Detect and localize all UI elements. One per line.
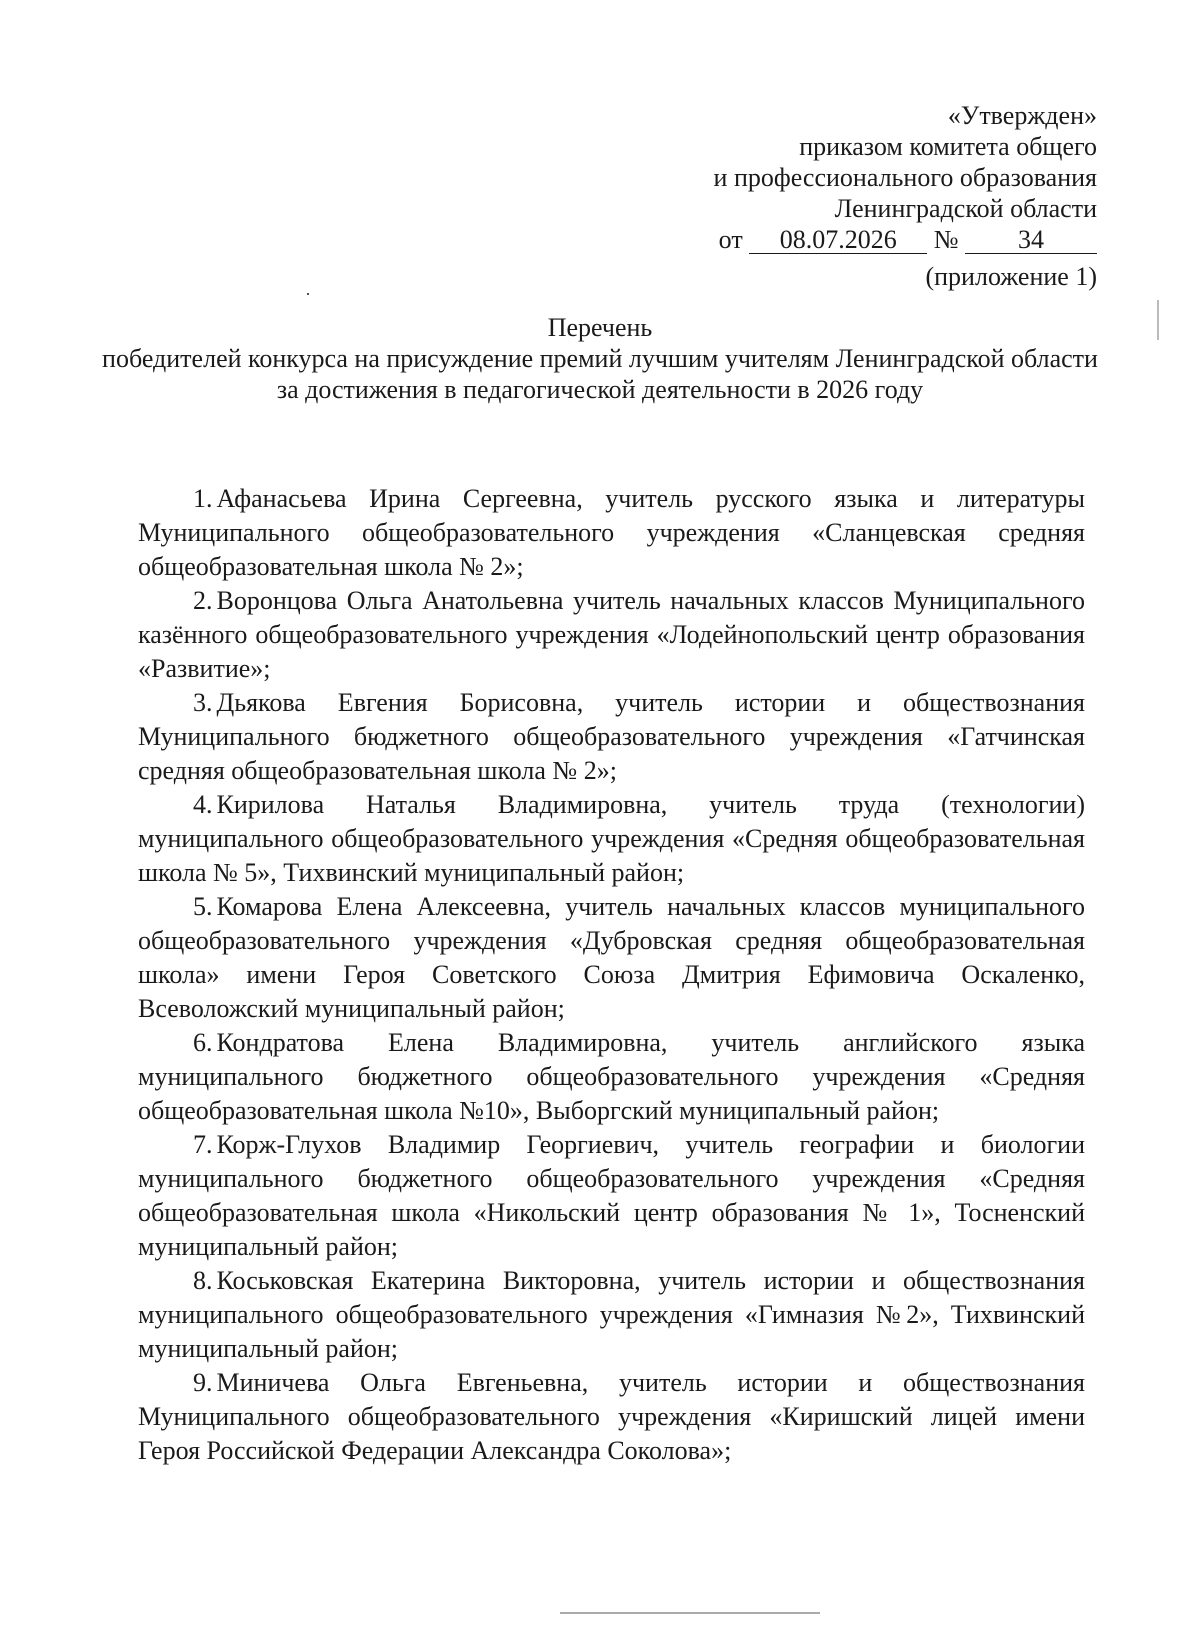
list-item-number: 4.: [193, 790, 213, 819]
approval-region-text: Ленинградской области: [834, 194, 1097, 223]
date-prefix: от: [718, 225, 743, 254]
approval-stamp-block: [714, 100, 1097, 292]
scan-dot: [307, 293, 309, 295]
list-item-text: Коськовская Екатерина Викторовна, учитель истории и обществознания муниципального общеобразовательного учреждения «Гимназия №2», Тихвинский муниципальный район;: [138, 1266, 1085, 1363]
document-heading: Перечень: [547, 313, 653, 342]
number-sign: №: [933, 225, 959, 254]
winners-list: [138, 482, 1085, 1468]
list-item: [138, 1366, 1085, 1468]
list-item-number: 1.: [193, 484, 213, 513]
list-item-text: Корж-Глухов Владимир Георгиевич, учитель географии и биологии муниципального бюджетного общеобразовательного учреждения «Средняя общеобразовательная школа «Никольский центр образования № 1», Тосненский муниципальный район;: [138, 1130, 1085, 1261]
list-item-number: 5.: [193, 892, 213, 921]
list-item-text: Дьякова Евгения Борисовна, учитель истории и обществознания Муниципального бюджетного общеобразовательного учреждения «Гатчинская средняя общеобразовательная школа № 2»;: [138, 688, 1085, 785]
list-item-text: Кондратова Елена Владимировна, учитель английского языка муниципального бюджетного общеобразовательного учреждения «Средняя общеобразовательная школа №10», Выборгский муниципальный район;: [138, 1028, 1085, 1125]
order-number: 34: [965, 227, 1097, 254]
list-item-number: 2.: [193, 586, 213, 615]
list-item-text: Кирилова Наталья Владимировна, учитель труда (технологии) муниципального общеобразовательного учреждения «Средняя общеобразовательная школа № 5», Тихвинский муниципальный район;: [138, 790, 1085, 887]
approval-order-text: приказом комитета общего: [799, 132, 1097, 161]
scan-edge-mark: [1157, 300, 1159, 340]
document-subtitle: победителей конкурса на присуждение премий лучшим учителям Ленинградской области за достижения в педагогической деятельности в 2026 году: [102, 344, 1098, 404]
list-item-number: 9.: [193, 1368, 213, 1397]
list-item: [138, 1264, 1085, 1366]
list-item-text: Миничева Ольга Евгеньевна, учитель истории и обществознания Муниципального общеобразовательного учреждения «Киришский лицей имени Героя Российской Федерации Александра Соколова»;: [138, 1368, 1085, 1465]
order-date-number-row: [714, 224, 1097, 255]
order-date: 08.07.2026: [749, 227, 927, 254]
list-item-number: 7.: [193, 1130, 213, 1159]
approval-committee-text: и профессионального образования: [713, 163, 1097, 192]
approval-title: «Утвержден»: [947, 101, 1097, 130]
list-item: [138, 788, 1085, 890]
appendix-label: (приложение 1): [925, 262, 1097, 291]
list-item: [138, 890, 1085, 1026]
list-item-text: Афанасьева Ирина Сергеевна, учитель русского языка и литературы Муниципального общеобразовательного учреждения «Сланцевская средняя общеобразовательная школа № 2»;: [138, 484, 1085, 581]
list-item: [138, 584, 1085, 686]
list-item-text: Воронцова Ольга Анатольевна учитель начальных классов Муниципального казённого общеобразовательного учреждения «Лодейнопольский центр образования «Развитие»;: [138, 586, 1085, 683]
list-item: [138, 686, 1085, 788]
list-item: [138, 1026, 1085, 1128]
list-item: [138, 1128, 1085, 1264]
scan-bottom-mark: [560, 1612, 820, 1614]
list-item-number: 8.: [193, 1266, 213, 1295]
list-item-number: 6.: [193, 1028, 213, 1057]
list-item-text: Комарова Елена Алексеевна, учитель начальных классов муниципального общеобразовательного учреждения «Дубровская средняя общеобразовательная школа» имени Героя Советского Союза Дмитрия Ефимовича Оскаленко, Всеволожский муниципальный район;: [138, 892, 1085, 1023]
list-item: [138, 482, 1085, 584]
list-item-number: 3.: [193, 688, 213, 717]
document-title-block: [100, 312, 1100, 405]
